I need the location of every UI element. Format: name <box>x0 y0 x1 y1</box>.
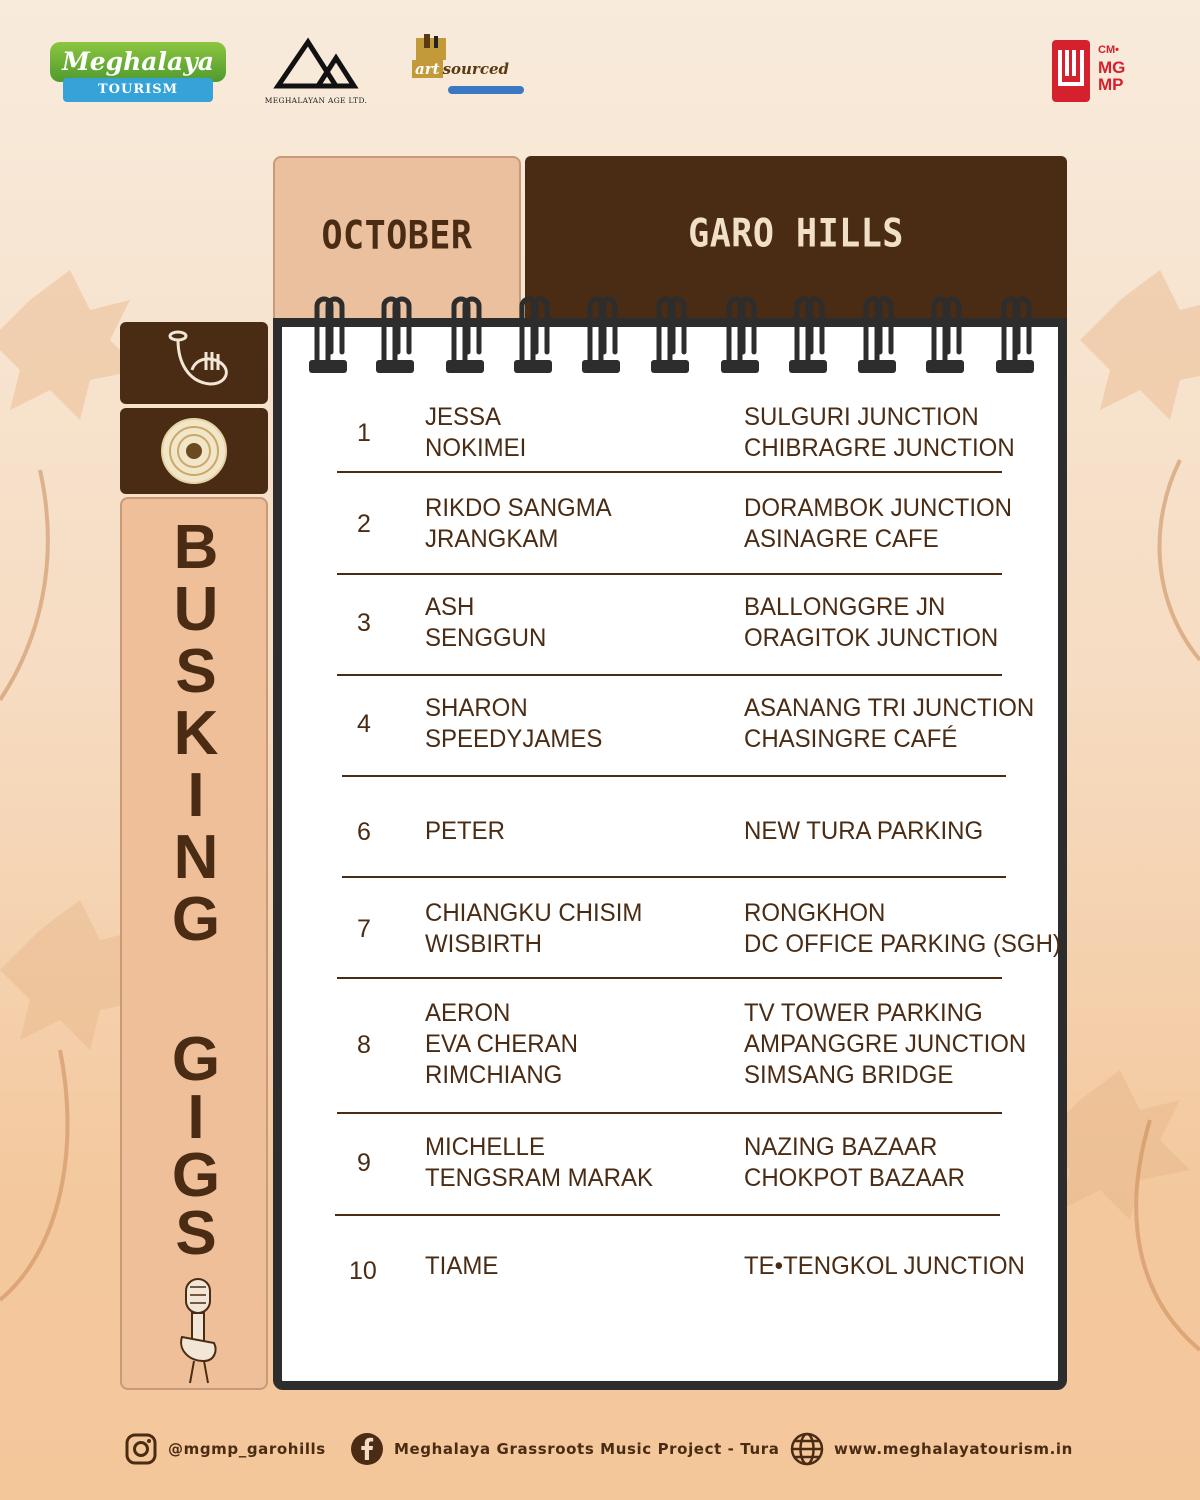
row-divider <box>337 1112 1002 1114</box>
row-artist: WISBIRTH <box>425 930 542 958</box>
brush-stroke-icon <box>448 84 526 96</box>
row-artist: PETER <box>425 817 506 845</box>
row-venue: ASINAGRE CAFE <box>744 525 939 553</box>
spiral-ring <box>651 299 689 373</box>
instagram-icon <box>124 1432 158 1466</box>
row-divider <box>337 471 1002 473</box>
art-sourced-logo <box>408 34 526 98</box>
row-divider <box>342 775 1006 777</box>
row-artist: NOKIMEI <box>425 434 527 462</box>
row-date: 9 <box>357 1149 371 1177</box>
row-venue: AMPANGGRE JUNCTION <box>744 1030 1027 1058</box>
art-sourced-logo-art: art <box>412 60 443 78</box>
row-venue: BALLONGGRE JN <box>744 593 946 621</box>
vertical-title-letter: I <box>187 1083 205 1152</box>
row-date: 3 <box>357 609 371 637</box>
row-venue: TV TOWER PARKING <box>744 999 983 1027</box>
row-divider <box>337 674 1002 676</box>
vinyl-panel <box>120 408 268 494</box>
row-venue: RONGKHON <box>744 899 886 927</box>
row-artist: TENGSRAM MARAK <box>425 1164 654 1192</box>
meghalaya-tourism-logo-text: Meghalaya <box>50 42 226 82</box>
row-date: 6 <box>357 817 371 846</box>
row-venue: TE•TENGKOL JUNCTION <box>744 1252 1025 1280</box>
mgmp-logo-small: CM• <box>1098 44 1119 56</box>
row-artist: AERON <box>425 999 511 1027</box>
vertical-title-letter: B <box>173 513 219 582</box>
row-venue: CHIBRAGRE JUNCTION <box>744 434 1015 462</box>
globe-icon <box>790 1432 824 1466</box>
meghalayan-age-caption: MEGHALAYAN AGE LTD. <box>264 96 368 105</box>
row-date: 10 <box>349 1256 377 1285</box>
vertical-title-letter: U <box>173 575 219 644</box>
row-artist: JESSA <box>425 403 502 431</box>
row-artist: ASH <box>425 593 475 621</box>
vertical-title-letter: G <box>171 885 221 954</box>
row-artist: CHIANGKU CHISIM <box>425 899 643 927</box>
spiral-ring <box>858 299 896 373</box>
spiral-ring <box>514 299 552 373</box>
vertical-title-letter: N <box>173 823 219 892</box>
vertical-title-letter: S <box>175 1199 217 1268</box>
meghalaya-tourism-logo-subtext: TOURISM <box>63 78 213 102</box>
row-divider <box>335 1214 1000 1216</box>
vertical-title-letter: G <box>171 1025 221 1094</box>
row-venue: NEW TURA PARKING <box>744 817 984 845</box>
row-artist: MICHELLE <box>425 1133 546 1161</box>
row-artist: TIAME <box>425 1252 499 1280</box>
art-sourced-logo-text: sourced <box>442 60 509 78</box>
row-venue: CHASINGRE CAFÉ <box>744 725 958 753</box>
row-venue: NAZING BAZAAR <box>744 1133 938 1161</box>
mgmp-logo-line1: MG <box>1098 58 1126 77</box>
row-date: 8 <box>357 1030 371 1059</box>
meghalayan-age-logo <box>256 36 376 106</box>
row-venue: DORAMBOK JUNCTION <box>744 494 1013 522</box>
vertical-title-letter: I <box>187 761 205 830</box>
website-link[interactable] <box>790 1432 1073 1466</box>
facebook-link[interactable] <box>350 1432 780 1466</box>
spiral-ring <box>996 299 1034 373</box>
row-date: 2 <box>357 510 371 538</box>
microphone-icon <box>174 1277 222 1385</box>
mgmp-logo <box>1052 40 1140 110</box>
row-venue: SIMSANG BRIDGE <box>744 1061 954 1089</box>
tuba-icon <box>120 322 268 404</box>
spiral-ring <box>582 299 620 373</box>
spiral-ring <box>926 299 964 373</box>
vertical-title-letter: S <box>175 637 217 706</box>
region-label: GARO HILLS <box>688 211 904 257</box>
row-date: 1 <box>357 419 371 447</box>
row-artist: SHARON <box>425 694 528 722</box>
row-divider <box>337 573 1002 575</box>
row-venue: ORAGITOK JUNCTION <box>744 624 999 652</box>
spiral-ring <box>309 299 347 373</box>
vinyl-record-icon <box>120 408 268 494</box>
spiral-ring <box>721 299 759 373</box>
vertical-title-letter: K <box>173 699 219 768</box>
row-divider <box>342 876 1006 878</box>
vertical-title-letter: G <box>171 1141 221 1210</box>
row-venue: DC OFFICE PARKING (SGH) <box>744 930 1061 958</box>
row-date: 7 <box>357 915 371 943</box>
website-url: www.meghalayatourism.in <box>834 1440 1073 1458</box>
month-label: OCTOBER <box>321 213 473 259</box>
mountain-icon <box>256 36 376 92</box>
row-artist: RIMCHIANG <box>425 1061 563 1089</box>
row-artist: SPEEDYJAMES <box>425 725 603 753</box>
schedule-notebook <box>273 318 1067 1390</box>
mgmp-logo-mark <box>1052 40 1090 102</box>
row-artist: JRANGKAM <box>425 525 559 553</box>
facebook-icon <box>350 1432 384 1466</box>
row-venue: ASANANG TRI JUNCTION <box>744 694 1035 722</box>
facebook-page-name: Meghalaya Grassroots Music Project - Tura <box>394 1440 780 1458</box>
spiral-ring <box>789 299 827 373</box>
busking-gigs-panel <box>120 497 268 1390</box>
row-artist: EVA CHERAN <box>425 1030 578 1058</box>
instagram-link[interactable] <box>124 1432 326 1466</box>
row-date: 4 <box>357 710 371 738</box>
spiral-ring <box>446 299 484 373</box>
instagram-handle: @mgmp_garohills <box>168 1440 326 1458</box>
row-venue: CHOKPOT BAZAAR <box>744 1164 965 1192</box>
tuba-panel <box>120 322 268 404</box>
spiral-ring <box>376 299 414 373</box>
row-venue: SULGURI JUNCTION <box>744 403 979 431</box>
row-artist: SENGGUN <box>425 624 547 652</box>
row-divider <box>337 977 1002 979</box>
meghalaya-tourism-logo <box>50 42 226 104</box>
mgmp-logo-line2: MP <box>1098 75 1124 94</box>
row-artist: RIKDO SANGMA <box>425 494 612 522</box>
